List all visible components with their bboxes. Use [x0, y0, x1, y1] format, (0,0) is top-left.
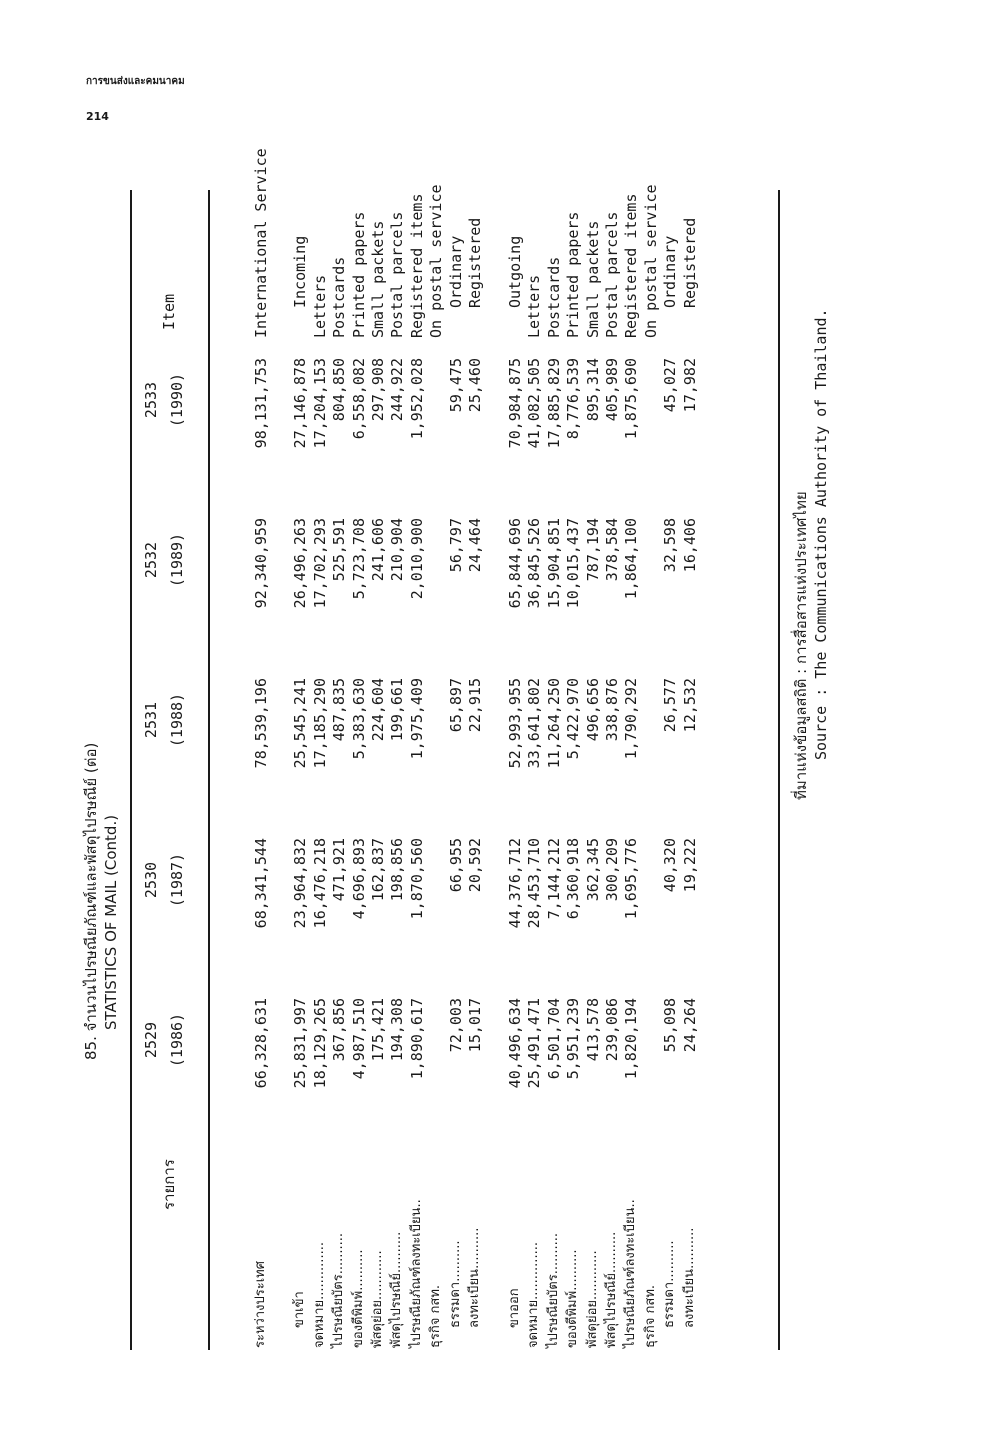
value-cell: 27,146,878	[291, 358, 309, 449]
row-label-th: จดหมาย..............	[526, 1242, 541, 1348]
year-header-ce: (1990)	[168, 372, 186, 428]
value-cell: 24,464	[466, 518, 484, 573]
column-header-item-en: Item	[160, 293, 178, 330]
value-cell: 471,921	[330, 838, 348, 902]
value-cell: 8,776,539	[564, 358, 582, 440]
table-title-th: 85. จำนวนไปรษณียภัณฑ์และพัสดุไปรษณีย์ (ต่อ)	[82, 742, 100, 1060]
value-cell: 70,984,875	[506, 358, 524, 449]
year-header-ce: (1988)	[168, 692, 186, 748]
value-cell: 300,209	[603, 838, 621, 902]
row-label-en: Incoming	[291, 235, 309, 308]
row-label-th: ธุรกิจ กสท.	[643, 1284, 658, 1348]
value-cell: 10,015,437	[564, 518, 582, 609]
value-cell: 25,545,241	[291, 678, 309, 769]
value-cell: 1,975,409	[408, 678, 426, 760]
value-cell: 40,496,634	[506, 998, 524, 1089]
value-cell: 20,592	[466, 838, 484, 893]
value-cell: 65,844,696	[506, 518, 524, 609]
value-cell: 15,904,851	[545, 518, 563, 609]
value-cell: 413,578	[584, 998, 602, 1062]
value-cell: 16,406	[681, 518, 699, 573]
value-cell: 17,885,829	[545, 358, 563, 449]
year-header-ce: (1989)	[168, 532, 186, 588]
value-cell: 4,987,510	[350, 998, 368, 1080]
value-cell: 17,204,153	[311, 358, 329, 449]
row-label-th: ลงทะเบียน..........	[467, 1227, 482, 1328]
row-label-en: Postal parcels	[388, 211, 406, 338]
value-cell: 52,993,955	[506, 678, 524, 769]
value-cell: 66,955	[447, 838, 465, 893]
value-cell: 26,496,263	[291, 518, 309, 609]
value-cell: 45,027	[661, 358, 679, 413]
value-cell: 787,194	[584, 518, 602, 582]
value-cell: 496,656	[584, 678, 602, 742]
year-header-be: 2532	[142, 541, 160, 579]
value-cell: 241,606	[369, 518, 387, 582]
value-cell: 6,558,082	[350, 358, 368, 440]
value-cell: 199,661	[388, 678, 406, 742]
row-label-en: Postcards	[545, 256, 563, 338]
value-cell: 24,264	[681, 998, 699, 1053]
row-label-th: ระหว่างประเทศ	[253, 1261, 268, 1348]
value-cell: 224,604	[369, 678, 387, 742]
row-label-en: Printed papers	[350, 211, 368, 338]
value-cell: 1,875,690	[622, 358, 640, 440]
source-th: ที่มาแห่งข้อมูลสถิติ : การสื่อสารแห่งประเทศไทย	[792, 491, 810, 800]
row-label-th: ธรรมดา..........	[448, 1240, 463, 1328]
value-cell: 487,835	[330, 678, 348, 742]
value-cell: 804,850	[330, 358, 348, 422]
value-cell: 16,476,218	[311, 838, 329, 929]
row-label-th: ไปรษณียภัณฑ์ลงทะเบียน..	[623, 1199, 638, 1348]
value-cell: 18,129,265	[311, 998, 329, 1089]
table-number: 85.	[82, 1036, 100, 1060]
value-cell: 25,491,471	[525, 998, 543, 1089]
value-cell: 25,460	[466, 358, 484, 413]
table-title-en: STATISTICS OF MAIL (Contd.)	[102, 814, 120, 1030]
row-label-en: Postcards	[330, 256, 348, 338]
value-cell: 162,837	[369, 838, 387, 902]
row-label-en: Small packets	[369, 220, 387, 338]
rotated-table-page	[80, 60, 880, 1360]
value-cell: 175,421	[369, 998, 387, 1062]
year-header-ce: (1987)	[168, 852, 186, 908]
value-cell: 28,453,710	[525, 838, 543, 929]
row-label-th: ไปรษณียภัณฑ์ลงทะเบียน..	[409, 1199, 424, 1348]
bottom-rule	[778, 190, 780, 1350]
value-cell: 5,951,239	[564, 998, 582, 1080]
value-cell: 5,723,708	[350, 518, 368, 600]
value-cell: 22,915	[466, 678, 484, 733]
year-header-be: 2529	[142, 1021, 160, 1059]
row-label-en: On postal service	[642, 184, 660, 338]
value-cell: 297,908	[369, 358, 387, 422]
row-label-en: International Service	[252, 148, 270, 338]
page-header-title: การขนส่งและคมนาคม	[86, 76, 185, 87]
value-cell: 72,003	[447, 998, 465, 1053]
value-cell: 525,591	[330, 518, 348, 582]
value-cell: 98,131,753	[252, 358, 270, 449]
row-label-th: ธรรมดา..........	[662, 1240, 677, 1328]
row-label-en: Ordinary	[447, 235, 465, 308]
value-cell: 198,856	[388, 838, 406, 902]
row-label-en: Registered items	[408, 193, 426, 338]
value-cell: 1,790,292	[622, 678, 640, 760]
value-cell: 6,501,704	[545, 998, 563, 1080]
page-number: 214	[86, 110, 109, 123]
value-cell: 40,320	[661, 838, 679, 893]
value-cell: 66,328,631	[252, 998, 270, 1089]
value-cell: 194,308	[388, 998, 406, 1062]
row-label-th: พัสดุย่อย............	[585, 1250, 600, 1348]
value-cell: 1,695,776	[622, 838, 640, 920]
row-label-en: Ordinary	[661, 235, 679, 308]
value-cell: 92,340,959	[252, 518, 270, 609]
value-cell: 59,475	[447, 358, 465, 413]
value-cell: 78,539,196	[252, 678, 270, 769]
row-label-en: Registered	[681, 217, 699, 308]
row-label-th: พัสดุย่อย............	[370, 1250, 385, 1348]
source-en: Source : The Communications Authority of Thailand.	[812, 308, 830, 760]
value-cell: 12,532	[681, 678, 699, 733]
value-cell: 895,314	[584, 358, 602, 422]
header-rule	[208, 190, 210, 1350]
value-cell: 55,098	[661, 998, 679, 1053]
row-label-th: พัสดุไปรษณีย์..........	[604, 1231, 619, 1348]
value-cell: 362,345	[584, 838, 602, 902]
value-cell: 33,641,802	[525, 678, 543, 769]
row-label-en: Letters	[525, 274, 543, 338]
row-label-th: จดหมาย..............	[312, 1242, 327, 1348]
row-label-th: ไปรษณียบัตร..........	[331, 1232, 346, 1348]
value-cell: 19,222	[681, 838, 699, 893]
value-cell: 378,584	[603, 518, 621, 582]
row-label-th: ธุรกิจ กสท.	[428, 1284, 443, 1348]
value-cell: 6,360,918	[564, 838, 582, 920]
row-label-en: Registered items	[622, 193, 640, 338]
value-cell: 244,922	[388, 358, 406, 422]
value-cell: 1,952,028	[408, 358, 426, 440]
value-cell: 17,185,290	[311, 678, 329, 769]
row-label-en: Postal parcels	[603, 211, 621, 338]
year-header-be: 2530	[142, 861, 160, 899]
row-label-th: ลงทะเบียน..........	[682, 1227, 697, 1328]
row-label-th: ขาออก	[507, 1288, 522, 1328]
row-label-th: ของตีพิมพ์..........	[351, 1249, 366, 1348]
value-cell: 4,696,893	[350, 838, 368, 920]
value-cell: 32,598	[661, 518, 679, 573]
row-label-en: Registered	[466, 217, 484, 308]
row-label-en: Printed papers	[564, 211, 582, 338]
value-cell: 405,989	[603, 358, 621, 422]
value-cell: 65,897	[447, 678, 465, 733]
value-cell: 1,820,194	[622, 998, 640, 1080]
value-cell: 41,082,505	[525, 358, 543, 449]
value-cell: 25,831,997	[291, 998, 309, 1089]
value-cell: 1,890,617	[408, 998, 426, 1080]
row-label-th: พัสดุไปรษณีย์..........	[389, 1231, 404, 1348]
row-label-en: Small packets	[584, 220, 602, 338]
value-cell: 239,086	[603, 998, 621, 1062]
year-header-ce: (1986)	[168, 1012, 186, 1068]
value-cell: 7,144,212	[545, 838, 563, 920]
value-cell: 44,376,712	[506, 838, 524, 929]
row-label-en: Outgoing	[506, 235, 524, 308]
value-cell: 68,341,544	[252, 838, 270, 929]
value-cell: 367,856	[330, 998, 348, 1062]
row-label-th: ไปรษณียบัตร..........	[546, 1232, 561, 1348]
value-cell: 1,864,100	[622, 518, 640, 600]
value-cell: 36,845,526	[525, 518, 543, 609]
row-label-en: Letters	[311, 274, 329, 338]
value-cell: 11,264,250	[545, 678, 563, 769]
value-cell: 17,982	[681, 358, 699, 413]
row-label-th: ขาเข้า	[292, 1291, 307, 1328]
value-cell: 56,797	[447, 518, 465, 573]
value-cell: 5,383,630	[350, 678, 368, 760]
value-cell: 17,702,293	[311, 518, 329, 609]
value-cell: 15,017	[466, 998, 484, 1053]
value-cell: 26,577	[661, 678, 679, 733]
row-label-en: On postal service	[427, 184, 445, 338]
year-header-be: 2533	[142, 381, 160, 419]
value-cell: 1,870,560	[408, 838, 426, 920]
value-cell: 23,964,832	[291, 838, 309, 929]
value-cell: 338,876	[603, 678, 621, 742]
column-header-item-th: รายการ	[160, 1159, 178, 1210]
value-cell: 210,904	[388, 518, 406, 582]
row-label-th: ของตีพิมพ์..........	[565, 1249, 580, 1348]
year-header-be: 2531	[142, 701, 160, 739]
value-cell: 5,422,970	[564, 678, 582, 760]
top-rule	[130, 190, 132, 1350]
value-cell: 2,010,900	[408, 518, 426, 600]
